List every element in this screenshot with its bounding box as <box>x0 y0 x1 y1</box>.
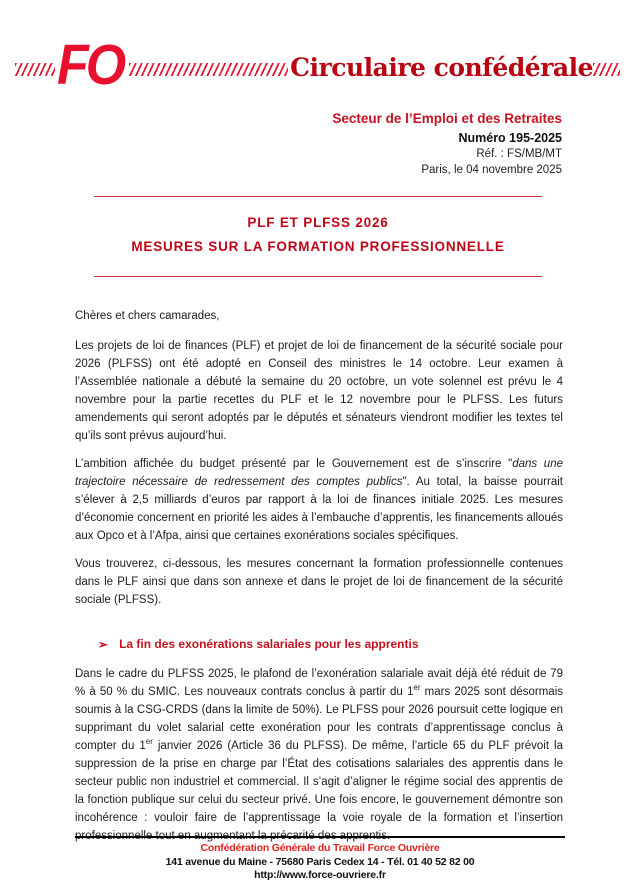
paragraph-ambition-quote: dans une trajectoire nécessaire de redressement des comptes publics <box>75 458 563 489</box>
section-heading-label: La fin des exonérations salariales pour les apprentis <box>119 637 419 652</box>
paragraph-ambition-after: ". Au total, la baisse pourrait s’élever à 2,5 milliards d’euros par rapport à la loi de finances initiale 2025. Les mesures d’économie concernent en priorité les aides à l’embauche d’apprentis, les financements alloués aux Opco et à l’Afpa, ainsi que certaines exonérations sociales spécifiques. <box>75 476 563 543</box>
section-heading-exonerations <box>98 637 563 651</box>
document-title-line2: MESURES SUR LA FORMATION PROFESSIONNELLE <box>131 238 505 254</box>
paragraph-ambition-before: L’ambition affichée du budget présenté par le Gouvernement est de s’inscrire " <box>75 458 513 471</box>
hatch-pattern-right <box>593 63 620 76</box>
dateline: Paris, le 04 novembre 2025 <box>421 163 562 176</box>
superscript-er-2: er <box>145 737 153 747</box>
document-info-block <box>0 110 562 179</box>
paragraph-apprentices-part1: Dans le cadre du PLFSS 2025, le plafond de l’exonération salariale avait déjà été réduit de 79 % à 50 % du SMIC. Les nouveaux contrats conclus à partir du 1 <box>75 668 563 699</box>
masthead <box>15 34 620 100</box>
masthead-title: Circulaire confédérale <box>290 53 593 82</box>
paragraph-apprentices-part3: janvier 2026 (Article 36 du PLFSS). De même, l’article 65 du PLF prévoit la suppression de la prise en charge par l’État des cotisations salariales des apprentis dans le secteur public non industriel et commercial. Il s’agit d’aligner le régime social des apprentis de la fonction publique sur celui du secteur privé. Une fois encore, le gouvernement démontre son incohérence : vouloir faire de l’apprentissage la voie royale de la formation et l’insertion professionnelle tout en augmentant la précarité des apprentis. <box>75 740 563 843</box>
paragraph-apprentices-part2: mars 2025 sont désormais soumis à la CSG-CRDS (dans la limite de 50%). Le PLFSS pour 2026 poursuit cette logique en supprimant du volet salarial cette exonération pour les contrats d’apprentissage conclus à compter du 1 <box>75 686 564 753</box>
hatch-pattern-middle <box>129 63 288 76</box>
sector-label: Secteur de l’Emploi et des Retraites <box>332 111 562 126</box>
document-title-line1: PLF ET PLFSS 2026 <box>247 214 389 230</box>
paragraph-overview: Vous trouverez, ci-dessous, les mesures concernant la formation professionnelle contenues dans le PLF ainsi que dans son annexe et dans le projet de loi de financement de la sécurité sociale (PLFSS). <box>75 558 563 607</box>
paragraph-apprentices <box>75 665 563 845</box>
footer-url: http://www.force-ouvriere.fr <box>254 869 386 881</box>
footer-address: 141 avenue du Maine - 75680 Paris Cedex 14 - Tél. 01 40 52 82 00 <box>165 855 475 868</box>
page-footer <box>75 836 565 883</box>
circular-number: Numéro 195-2025 <box>458 131 562 146</box>
title-block <box>94 196 542 278</box>
paragraph-budget-bills: Les projets de loi de finances (PLF) et projet de loi de financement de la sécurité sociale pour 2026 (PLFSS) ont été adopté en Conseil des ministres le 14 octobre. Leur examen à l’Assemblée nationale a débuté la semaine du 20 octobre, un vote solennel est prévu le 4 novembre pour la partie recettes du PLF et le 12 novembre pour le PLFSS. Les futurs amendements qui seront adoptés par le députés et sénateurs viendront modifier les textes tel qu’ils sont prévus aujourd’hui. <box>75 340 563 443</box>
arrow-bullet-icon: ➢ <box>98 637 109 652</box>
reference-label: Réf. : FS/MB/MT <box>476 148 562 161</box>
salutation: Chères et chers camarades, <box>75 310 220 323</box>
hatch-pattern-left <box>15 63 55 76</box>
paragraph-ambition <box>75 455 563 545</box>
body-content <box>75 307 563 845</box>
superscript-er-1: er <box>413 683 421 693</box>
footer-organization: Confédération Générale du Travail Force Ouvrière <box>200 842 440 854</box>
fo-logo: FO <box>57 34 124 98</box>
